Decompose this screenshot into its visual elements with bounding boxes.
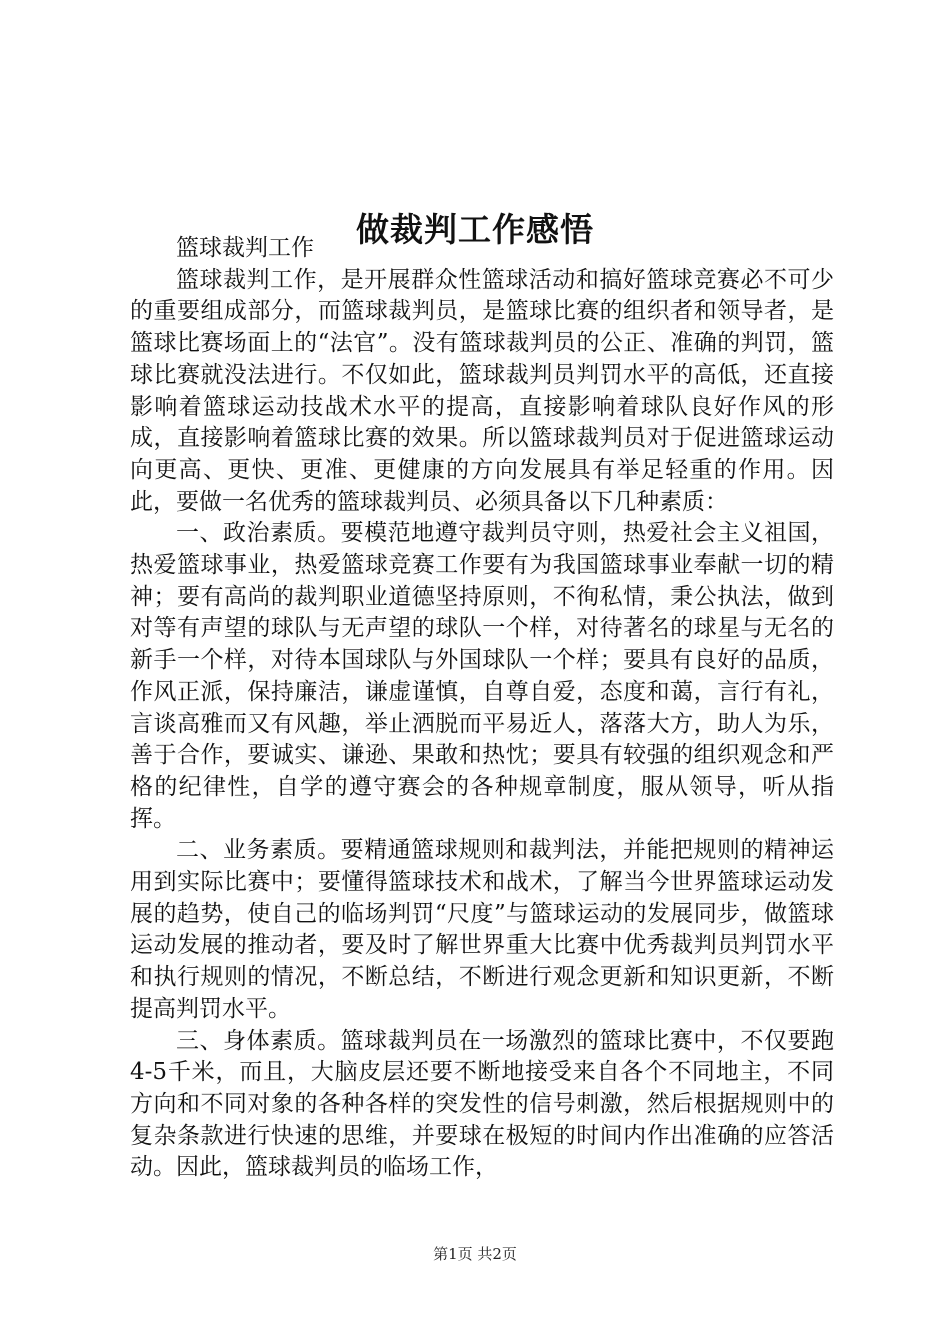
paragraph-physical-quality: 三、身体素质。篮球裁判员在一场激烈的篮球比赛中，不仅要跑4-5千米，而且，大脑皮层还要不断地接受来自各个不同地主，不同方向和不同对象的各种各样的突发性的信号刺激，然后根据规则中的复杂条款进行快速的思维，并要球在极短的时间内作出准确的应答活动。因此，篮球裁判员的临场工作， <box>130 1027 834 1181</box>
paragraph-political-quality: 一、政治素质。要模范地遵守裁判员守则，热爱社会主义祖国，热爱篮球事业，热爱篮球竞赛工作要有为我国篮球事业奉献一切的精神；要有高尚的裁判职业道德坚持原则，不徇私情，秉公执法，做到对等有声望的球队与无声望的球队一个样，对待著名的球星与无名的新手一个样，对待本国球队与外国球队一个样；要具有良好的品质，作风正派，保持廉洁，谦虚谨慎，自尊自爱，态度和蔼，言行有礼，言谈高雅而又有风趣，举止洒脱而平易近人，落落大方，助人为乐，善于合作，要诚实、谦逊、果敢和热忱；要具有较强的组织观念和严格的纪律性，自学的遵守赛会的各种规章制度，服从领导，听从指挥。 <box>130 520 834 832</box>
page-number-footer: 第1页 共2页 <box>433 1245 517 1263</box>
document-body <box>130 233 834 1184</box>
paragraph-intro: 篮球裁判工作，是开展群众性篮球活动和搞好篮球竞赛必不可少的重要组成部分，而篮球裁判员，是篮球比赛的组织者和领导者，是篮球比赛场面上的“法官”。没有篮球裁判员的公正、准确的判罚，篮球比赛就没法进行。不仅如此，篮球裁判员判罚水平的高低，还直接影响着篮球运动技战术水平的提高，直接影响着球队良好作风的形成，直接影响着篮球比赛的效果。所以篮球裁判员对于促进篮球运动向更高、更快、更准、更健康的方向发展具有举足轻重的作用。因此，要做一名优秀的篮球裁判员、必须具备以下几种素质： <box>130 266 834 515</box>
paragraph-professional-quality: 二、业务素质。要精通篮球规则和裁判法，并能把规则的精神运用到实际比赛中；要懂得篮球技术和战术，了解当今世界篮球运动发展的趋势，使自己的临场判罚“尺度”与篮球运动的发展同步，做篮球运动发展的推动者，要及时了解世界重大比赛中优秀裁判员判罚水平和执行规则的情况，不断总结，不断进行观念更新和知识更新，不断提高判罚水平。 <box>130 837 834 1022</box>
document-title: 做裁判工作感悟 <box>356 210 594 250</box>
paragraph-heading: 篮球裁判工作 <box>176 235 314 261</box>
